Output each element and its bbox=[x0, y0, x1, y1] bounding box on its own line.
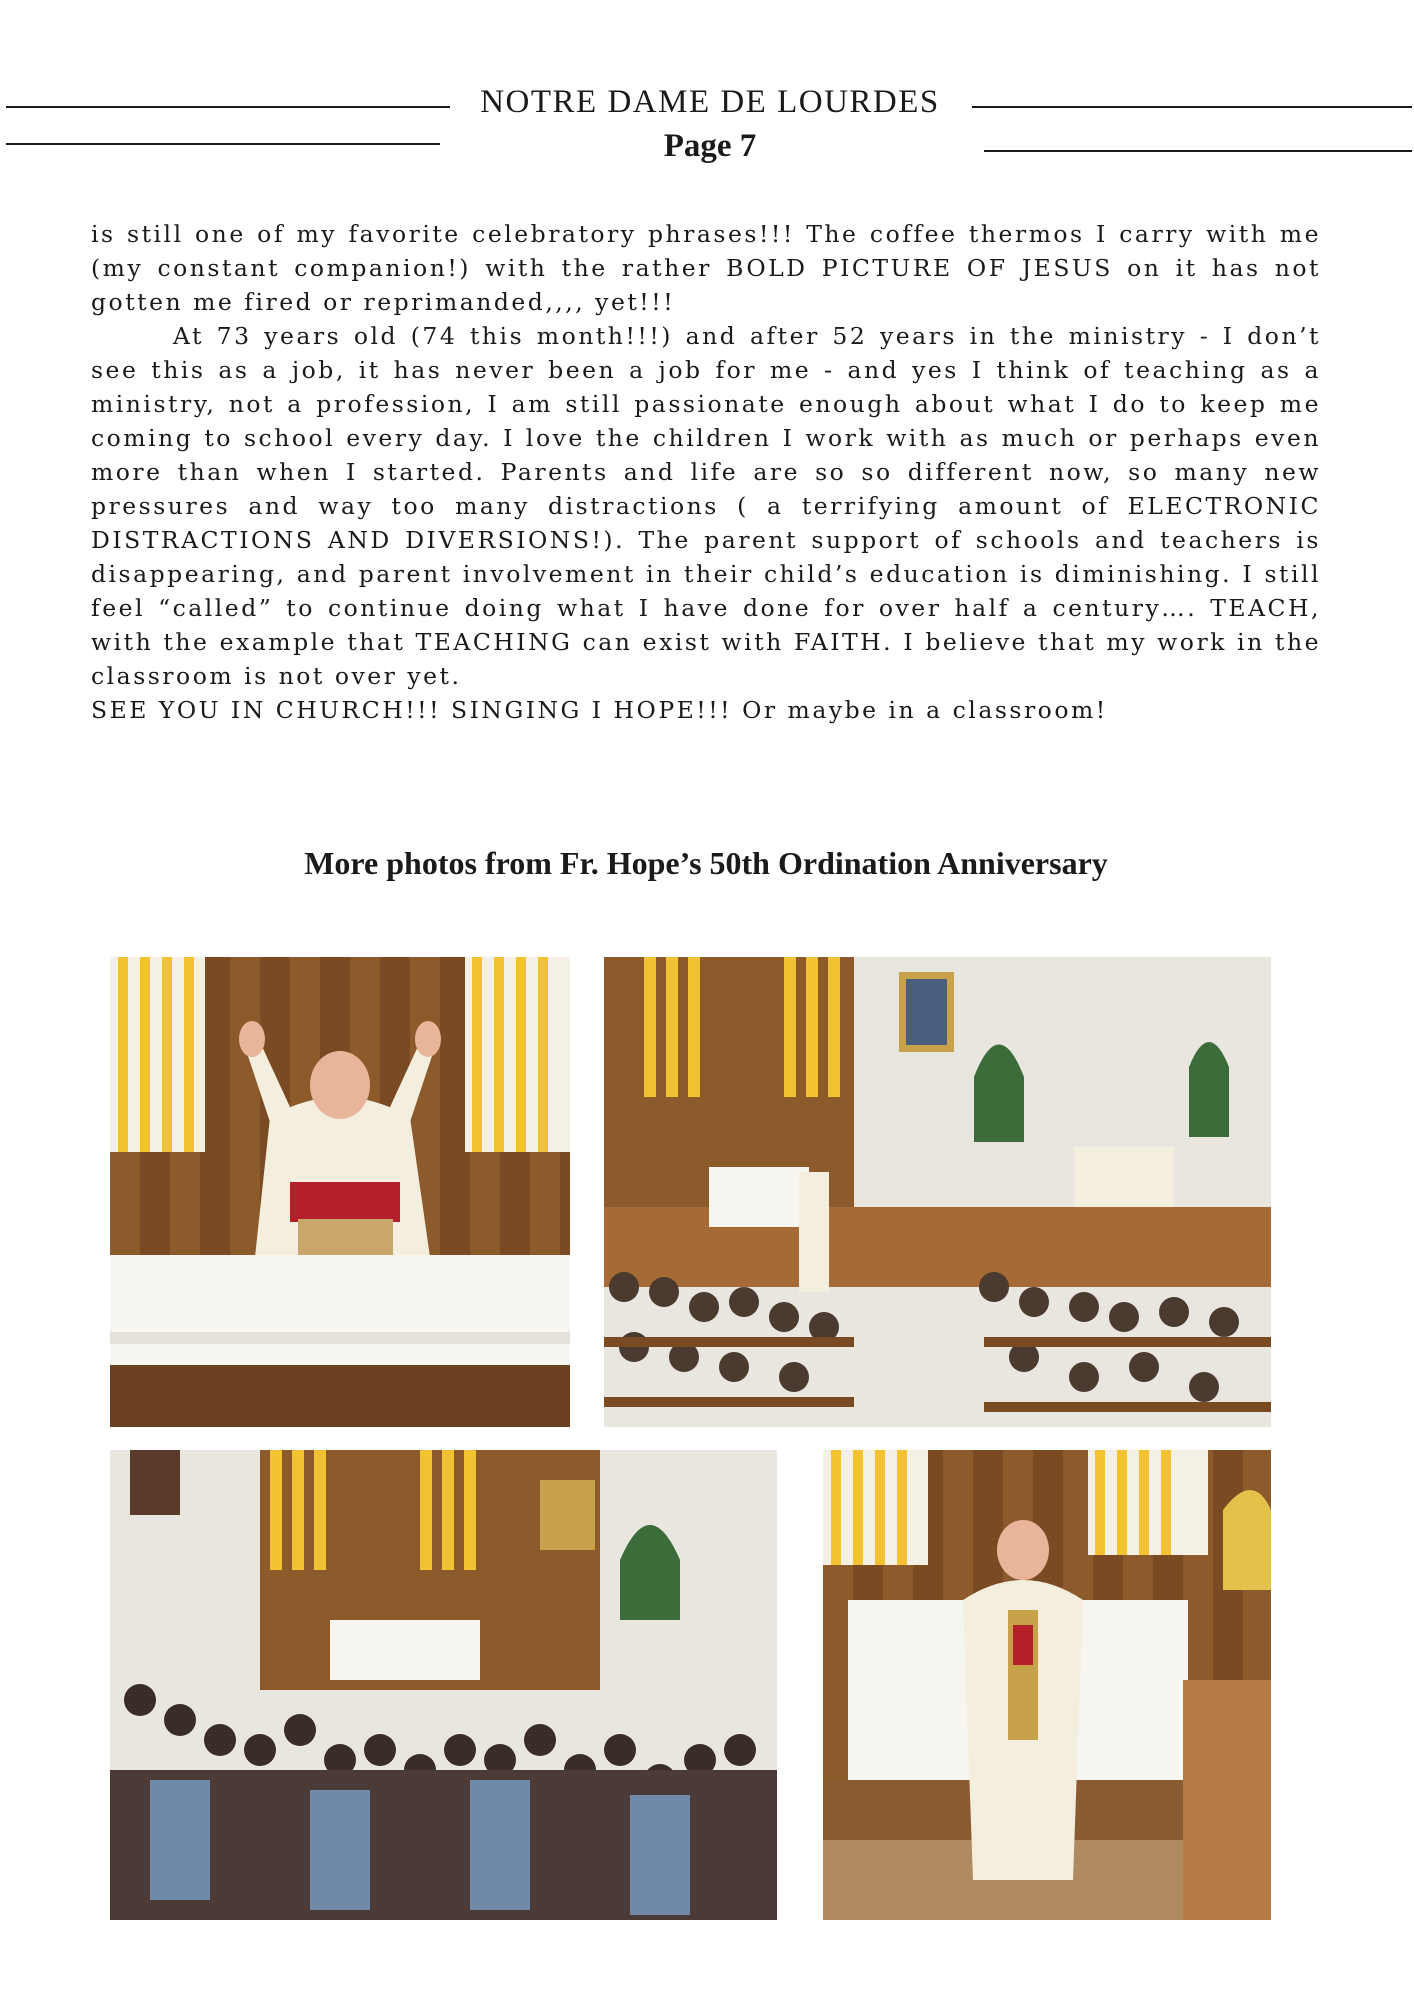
header-rule-bottom-right bbox=[984, 150, 1412, 152]
header-rule-bottom-left bbox=[6, 143, 440, 145]
header-rule-top-left bbox=[6, 106, 450, 108]
photo-sanctuary-wide bbox=[604, 957, 1271, 1427]
photo-priest-raising-hands bbox=[110, 957, 570, 1427]
newsletter-title: NOTRE DAME DE LOURDES bbox=[480, 84, 940, 120]
header-rule-top-right bbox=[972, 106, 1412, 108]
article-paragraph: At 73 years old (74 this month!!!) and after 52 years in the ministry - I don’t see this as a job, it has never been a job for me - and yes I think of teaching as a ministry, not a profession, I am still passionate enough about what I do to keep me coming to school every day. I love the children I work with as much or perhaps even more than when I started. Parents and life are so so different now, so many new pressures and way too many distractions ( a terrifying amount of ELECTRONIC DISTRACTIONS AND DIVERSIONS!). The parent support of schools and teachers is disappearing, and parent involvement in their child’s education is diminishing. I still feel “called” to continue doing what I have done for over half a century…. TEACH, with the example that TEACHING can exist with FAITH. I believe that my work in the classroom is not over yet. bbox=[91, 322, 1321, 690]
article-paragraph: SEE YOU IN CHURCH!!! SINGING I HOPE!!! Or maybe in a classroom! bbox=[91, 696, 1108, 724]
photo-congregation-standing bbox=[110, 1450, 777, 1920]
article-paragraph: is still one of my favorite celebratory phrases!!! The coffee thermos I carry with me (my constant companion!) with the rather BOLD PICTURE OF JESUS on it has not gotten me fired or reprimanded,,,, yet!!! bbox=[91, 220, 1321, 316]
article-body bbox=[91, 217, 1321, 727]
page-number: Page 7 bbox=[663, 128, 757, 164]
photos-heading: More photos from Fr. Hope’s 50th Ordination Anniversary bbox=[304, 845, 1108, 881]
photo-priest-standing bbox=[823, 1450, 1271, 1920]
